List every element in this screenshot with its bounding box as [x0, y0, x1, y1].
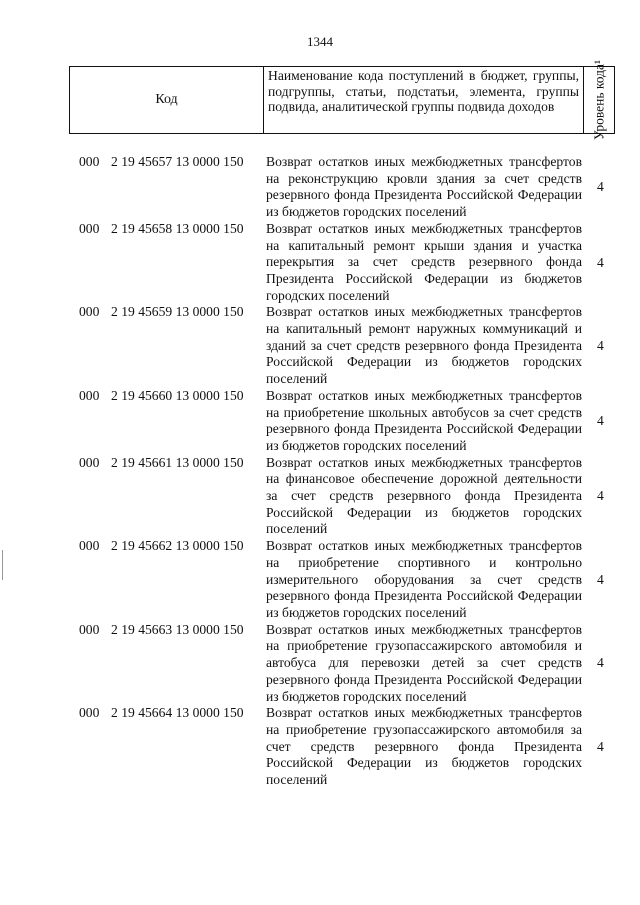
income-name: Возврат остатков иных межбюджетных трансфертов на капитальный ремонт наружных коммуникаций и зданий за счет средств резервного фонда Президента Российской Федерации из бюджетов городских поселений [266, 304, 582, 387]
income-name: Возврат остатков иных межбюджетных трансфертов на приобретение грузопассажирского автомобиля за счет средств резервного фонда Президента Российской Федерации из бюджетов городских поселений [266, 705, 582, 788]
code-level: 4 [597, 571, 604, 587]
code-level: 4 [597, 655, 604, 671]
table-row [0, 622, 640, 706]
table-row [0, 538, 640, 622]
header-name: Наименование кода поступлений в бюджет, группы, подгруппы, статьи, подстатьи, элемента, группы подвида, аналитической группы подвида доходов [264, 67, 584, 133]
code-level: 4 [597, 254, 604, 270]
code-level: 4 [597, 738, 604, 754]
table-row [0, 154, 640, 221]
admin-code: 000 [79, 538, 100, 554]
income-code: 2 19 45659 13 0000 150 [111, 304, 244, 320]
table-header [69, 59, 615, 141]
income-name: Возврат остатков иных межбюджетных трансфертов на приобретение грузопассажирского автомобиля и автобуса для перевозки детей за счет средств резервного фонда Президента Российской Федерации из бюджетов городских поселений [266, 621, 582, 704]
admin-code: 000 [79, 304, 100, 320]
admin-code: 000 [79, 154, 100, 169]
code-level: 4 [597, 488, 604, 504]
header-code: Код [70, 67, 264, 133]
admin-code: 000 [79, 705, 100, 721]
code-level: 4 [597, 338, 604, 354]
income-code: 2 19 45661 13 0000 150 [111, 454, 244, 470]
table-row [0, 221, 640, 305]
table-body [0, 154, 640, 789]
income-name: Возврат остатков иных межбюджетных трансфертов на приобретение спортивного и контрольно измерительного оборудования за счет средств резервного фонда Президента Российской Федерации из бюджетов городских поселений [266, 538, 582, 620]
table-row [0, 705, 640, 789]
income-name: Возврат остатков иных межбюджетных трансфертов на финансовое обеспечение дорожной деятельности за счет средств резервного фонда Президента Российской Федерации из бюджетов городских поселений [266, 454, 582, 537]
admin-code: 000 [79, 220, 100, 236]
table-row [0, 304, 640, 388]
table-row [0, 388, 640, 455]
header-level-label: Уровень кода¹ [591, 59, 607, 141]
income-code: 2 19 45662 13 0000 150 [111, 538, 244, 554]
income-name: Возврат остатков иных межбюджетных трансфертов на реконструкцию кровли здания за счет средств резервного фонда Президента Российской Федерации из бюджетов городских поселений [266, 154, 582, 220]
income-code: 2 19 45664 13 0000 150 [111, 705, 244, 721]
income-name: Возврат остатков иных межбюджетных трансфертов на капитальный ремонт крыши здания и участка перекрытия за счет средств резервного фонда Президента Российской Федерации из бюджетов городских поселений [266, 220, 582, 303]
scan-edge-mark [2, 550, 3, 580]
income-code: 2 19 45660 13 0000 150 [111, 387, 244, 403]
code-level: 4 [597, 413, 604, 429]
income-code: 2 19 45658 13 0000 150 [111, 220, 244, 236]
code-level: 4 [597, 179, 604, 195]
income-name: Возврат остатков иных межбюджетных трансфертов на приобретение школьных автобусов за счет средств резервного фонда Президента Российской Федерации из бюджетов городских поселений [266, 387, 582, 453]
admin-code: 000 [79, 454, 100, 470]
header-level [584, 59, 614, 141]
admin-code: 000 [79, 387, 100, 403]
admin-code: 000 [79, 621, 100, 637]
table-row [0, 455, 640, 539]
income-code: 2 19 45663 13 0000 150 [111, 621, 244, 637]
page-number: 1344 [307, 34, 333, 49]
income-code: 2 19 45657 13 0000 150 [111, 154, 244, 169]
